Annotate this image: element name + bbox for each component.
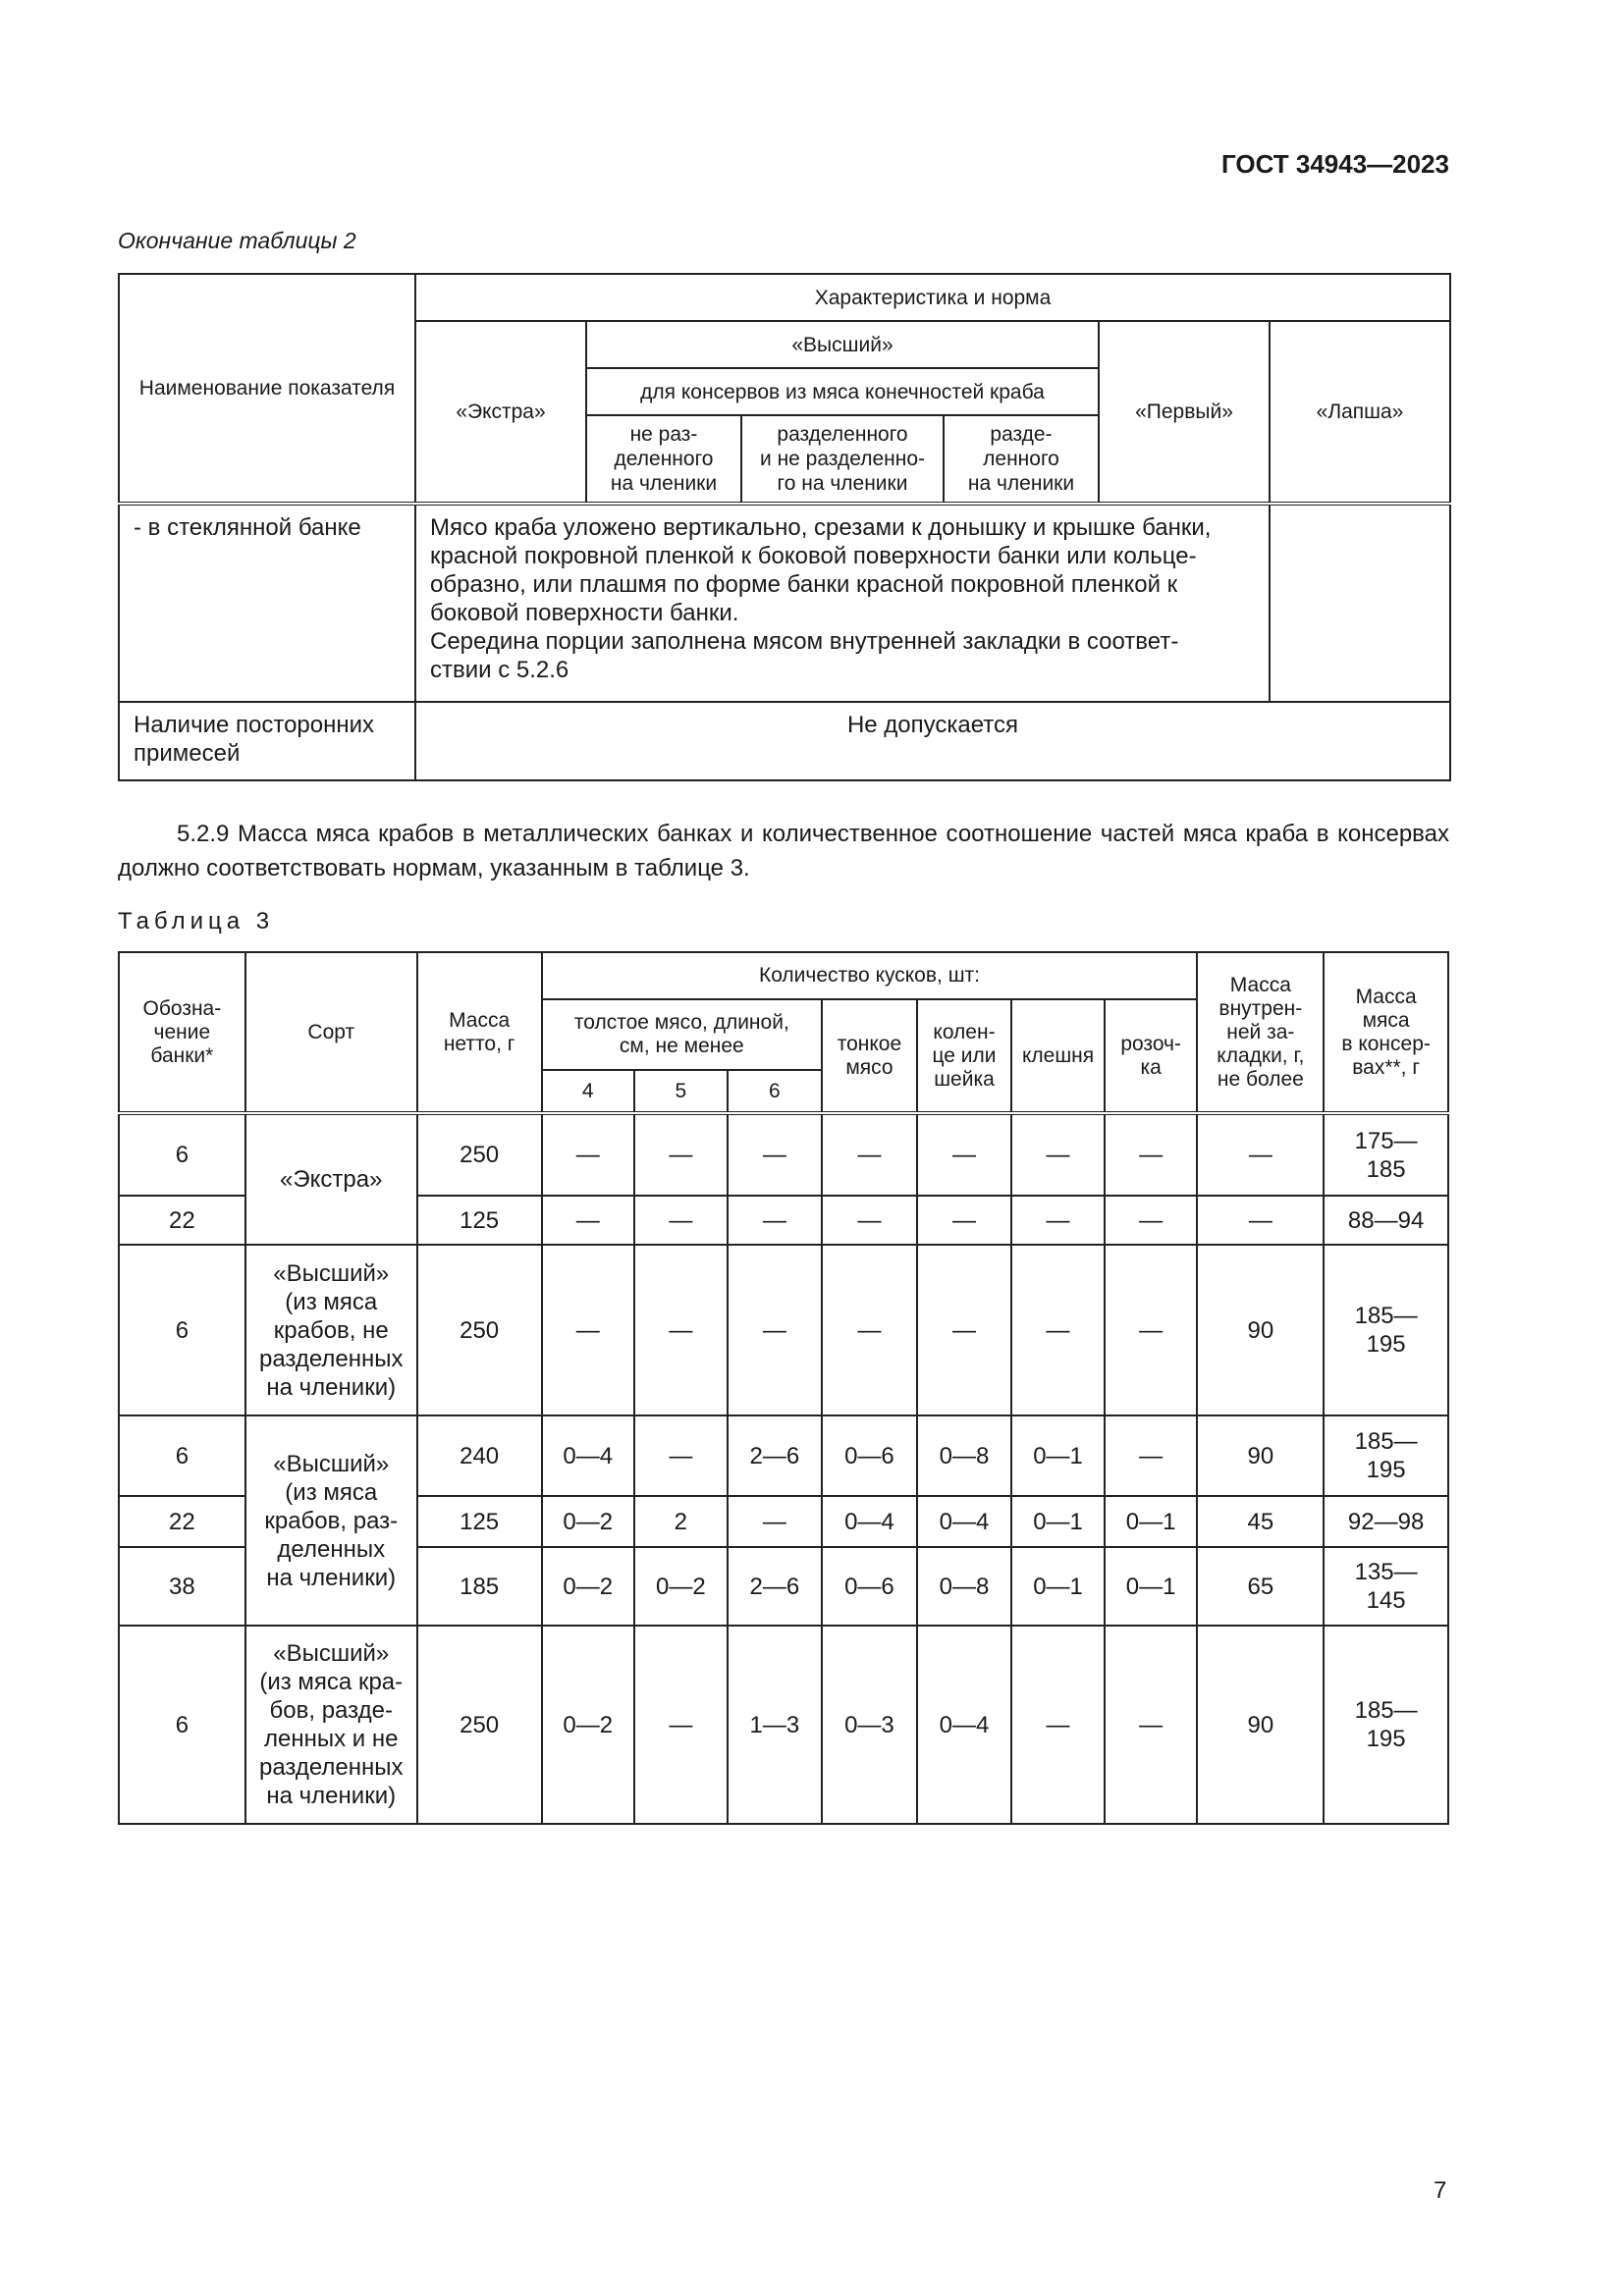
- cell-can: 6: [119, 1113, 245, 1196]
- row-glass-jar-empty-cell: [1270, 504, 1450, 702]
- cell-thin: 0—4: [822, 1496, 917, 1547]
- cell-c5: —: [634, 1415, 728, 1496]
- cell-can: 6: [119, 1245, 245, 1415]
- row-impurities-value: Не допускается: [415, 702, 1450, 780]
- header-thick-meat: толстое мясо, длиной, см, не менее: [542, 999, 823, 1070]
- row-glass-jar-description: Мясо краба уложено вертикально, срезами к донышку и крышке банки, красной покровной пленкой к боковой поверхности банки или кольце- образно, или плашмя по форме банки красной покровной пленкой к боковой поверхности банки. Середина порции заполнена мясом внутренней закладки в соответ- ствии с 5.2.6: [415, 504, 1270, 702]
- header-grade: Сорт: [245, 952, 417, 1113]
- cell-c5: 0—2: [634, 1547, 728, 1626]
- cell-inner: 65: [1197, 1547, 1324, 1626]
- cell-can: 6: [119, 1626, 245, 1824]
- header-claw: клешня: [1011, 999, 1105, 1113]
- cell-c5: 2: [634, 1496, 728, 1547]
- cell-rose: —: [1105, 1626, 1198, 1824]
- cell-rose: —: [1105, 1196, 1198, 1245]
- cell-meat: 92—98: [1324, 1496, 1448, 1547]
- header-grade-extra: «Экстра»: [415, 321, 586, 504]
- cell-claw: 0—1: [1011, 1415, 1105, 1496]
- cell-meat: 185— 195: [1324, 1626, 1448, 1824]
- cell-c6: 2—6: [728, 1547, 823, 1626]
- header-length-4: 4: [542, 1070, 635, 1113]
- header-rosette: розоч- ка: [1105, 999, 1198, 1113]
- cell-net: 125: [417, 1196, 542, 1245]
- cell-knee: 0—4: [917, 1626, 1012, 1824]
- header-indicator-name: Наименование показателя: [119, 274, 415, 504]
- cell-grade: «Экстра»: [245, 1113, 417, 1245]
- cell-inner: 90: [1197, 1245, 1324, 1415]
- cell-rose: 0—1: [1105, 1547, 1198, 1626]
- cell-inner: 90: [1197, 1626, 1324, 1824]
- cell-inner: 90: [1197, 1415, 1324, 1496]
- cell-c5: —: [634, 1113, 728, 1196]
- cell-rose: —: [1105, 1415, 1198, 1496]
- cell-net: 250: [417, 1113, 542, 1196]
- cell-claw: —: [1011, 1196, 1105, 1245]
- cell-meat: 135— 145: [1324, 1547, 1448, 1626]
- header-pieces-count: Количество кусков, шт:: [542, 952, 1198, 999]
- cell-thin: —: [822, 1196, 917, 1245]
- document-standard-number: ГОСТ 34943—2023: [1221, 149, 1449, 179]
- table-2: [118, 273, 1451, 781]
- header-divided: разде- ленного на членики: [944, 415, 1099, 504]
- cell-inner: —: [1197, 1113, 1324, 1196]
- page-number: 7: [1434, 2177, 1447, 2204]
- cell-inner: —: [1197, 1196, 1324, 1245]
- cell-claw: —: [1011, 1626, 1105, 1824]
- cell-can: 22: [119, 1496, 245, 1547]
- cell-c4: 0—2: [542, 1496, 635, 1547]
- cell-thin: 0—6: [822, 1415, 917, 1496]
- cell-rose: 0—1: [1105, 1496, 1198, 1547]
- cell-can: 6: [119, 1415, 245, 1496]
- cell-c4: 0—2: [542, 1547, 635, 1626]
- header-meat-mass: Масса мяса в консер- вах**, г: [1324, 952, 1448, 1113]
- cell-c6: 1—3: [728, 1626, 823, 1824]
- cell-knee: —: [917, 1113, 1012, 1196]
- cell-knee: —: [917, 1196, 1012, 1245]
- header-grade-first: «Первый»: [1099, 321, 1270, 504]
- row-impurities-label: Наличие посторонних примесей: [119, 702, 415, 780]
- header-grade-noodle: «Лапша»: [1270, 321, 1450, 504]
- cell-thin: 0—6: [822, 1547, 917, 1626]
- cell-c6: —: [728, 1245, 823, 1415]
- cell-grade: «Высший» (из мяса крабов, не разделенных на членики): [245, 1245, 417, 1415]
- cell-grade: «Высший» (из мяса кра- бов, разде- ленных и не разделенных на членики): [245, 1626, 417, 1824]
- cell-grade: «Высший» (из мяса крабов, раз- деленных на членики): [245, 1415, 417, 1626]
- cell-c6: —: [728, 1496, 823, 1547]
- cell-c4: 0—4: [542, 1415, 635, 1496]
- cell-claw: 0—1: [1011, 1496, 1105, 1547]
- cell-net: 125: [417, 1496, 542, 1547]
- cell-can: 22: [119, 1196, 245, 1245]
- cell-rose: —: [1105, 1113, 1198, 1196]
- cell-can: 38: [119, 1547, 245, 1626]
- header-can-designation: Обозна- чение банки*: [119, 952, 245, 1113]
- cell-inner: 45: [1197, 1496, 1324, 1547]
- cell-c4: —: [542, 1245, 635, 1415]
- header-not-divided: не раз- деленного на членики: [586, 415, 741, 504]
- header-net-mass: Масса нетто, г: [417, 952, 542, 1113]
- table2-caption: Окончание таблицы 2: [118, 228, 356, 253]
- cell-c6: 2—6: [728, 1415, 823, 1496]
- cell-c6: —: [728, 1113, 823, 1196]
- cell-c5: —: [634, 1196, 728, 1245]
- table-3: [118, 951, 1449, 1825]
- cell-knee: 0—8: [917, 1547, 1012, 1626]
- cell-net: 185: [417, 1547, 542, 1626]
- header-inner-filling-mass: Масса внутрен- ней за- кладки, г, не более: [1197, 952, 1324, 1113]
- cell-c4: —: [542, 1113, 635, 1196]
- header-knee-or-neck: колен- це или шейка: [917, 999, 1012, 1113]
- cell-c6: —: [728, 1196, 823, 1245]
- cell-meat: 175— 185: [1324, 1113, 1448, 1196]
- header-length-6: 6: [728, 1070, 823, 1113]
- cell-thin: —: [822, 1113, 917, 1196]
- cell-c4: —: [542, 1196, 635, 1245]
- cell-claw: —: [1011, 1245, 1105, 1415]
- header-thin-meat: тонкое мясо: [822, 999, 917, 1113]
- cell-thin: 0—3: [822, 1626, 917, 1824]
- header-for-canned-limbs: для консервов из мяса конечностей краба: [586, 368, 1099, 415]
- cell-knee: 0—4: [917, 1496, 1012, 1547]
- cell-c5: —: [634, 1626, 728, 1824]
- header-characteristic: Характеристика и норма: [415, 274, 1450, 321]
- cell-c4: 0—2: [542, 1626, 635, 1824]
- cell-meat: 185— 195: [1324, 1245, 1448, 1415]
- row-glass-jar-label: - в стеклянной банке: [119, 504, 415, 702]
- header-length-5: 5: [634, 1070, 728, 1113]
- cell-knee: —: [917, 1245, 1012, 1415]
- cell-claw: —: [1011, 1113, 1105, 1196]
- cell-rose: —: [1105, 1245, 1198, 1415]
- header-grade-highest: «Высший»: [586, 321, 1099, 368]
- cell-meat: 88—94: [1324, 1196, 1448, 1245]
- cell-thin: —: [822, 1245, 917, 1415]
- cell-net: 250: [417, 1245, 542, 1415]
- cell-claw: 0—1: [1011, 1547, 1105, 1626]
- cell-meat: 185— 195: [1324, 1415, 1448, 1496]
- cell-knee: 0—8: [917, 1415, 1012, 1496]
- paragraph-5-2-9: 5.2.9 Масса мяса крабов в металлических банках и количественное соотношение частей мяса краба в консервах должно соответствовать нормам, указанным в таблице 3.: [118, 821, 1449, 881]
- cell-net: 250: [417, 1626, 542, 1824]
- cell-c5: —: [634, 1245, 728, 1415]
- header-divided-and-not: разделенного и не разделенно- го на членики: [741, 415, 944, 504]
- cell-net: 240: [417, 1415, 542, 1496]
- table3-caption: Таблица 3: [118, 908, 275, 934]
